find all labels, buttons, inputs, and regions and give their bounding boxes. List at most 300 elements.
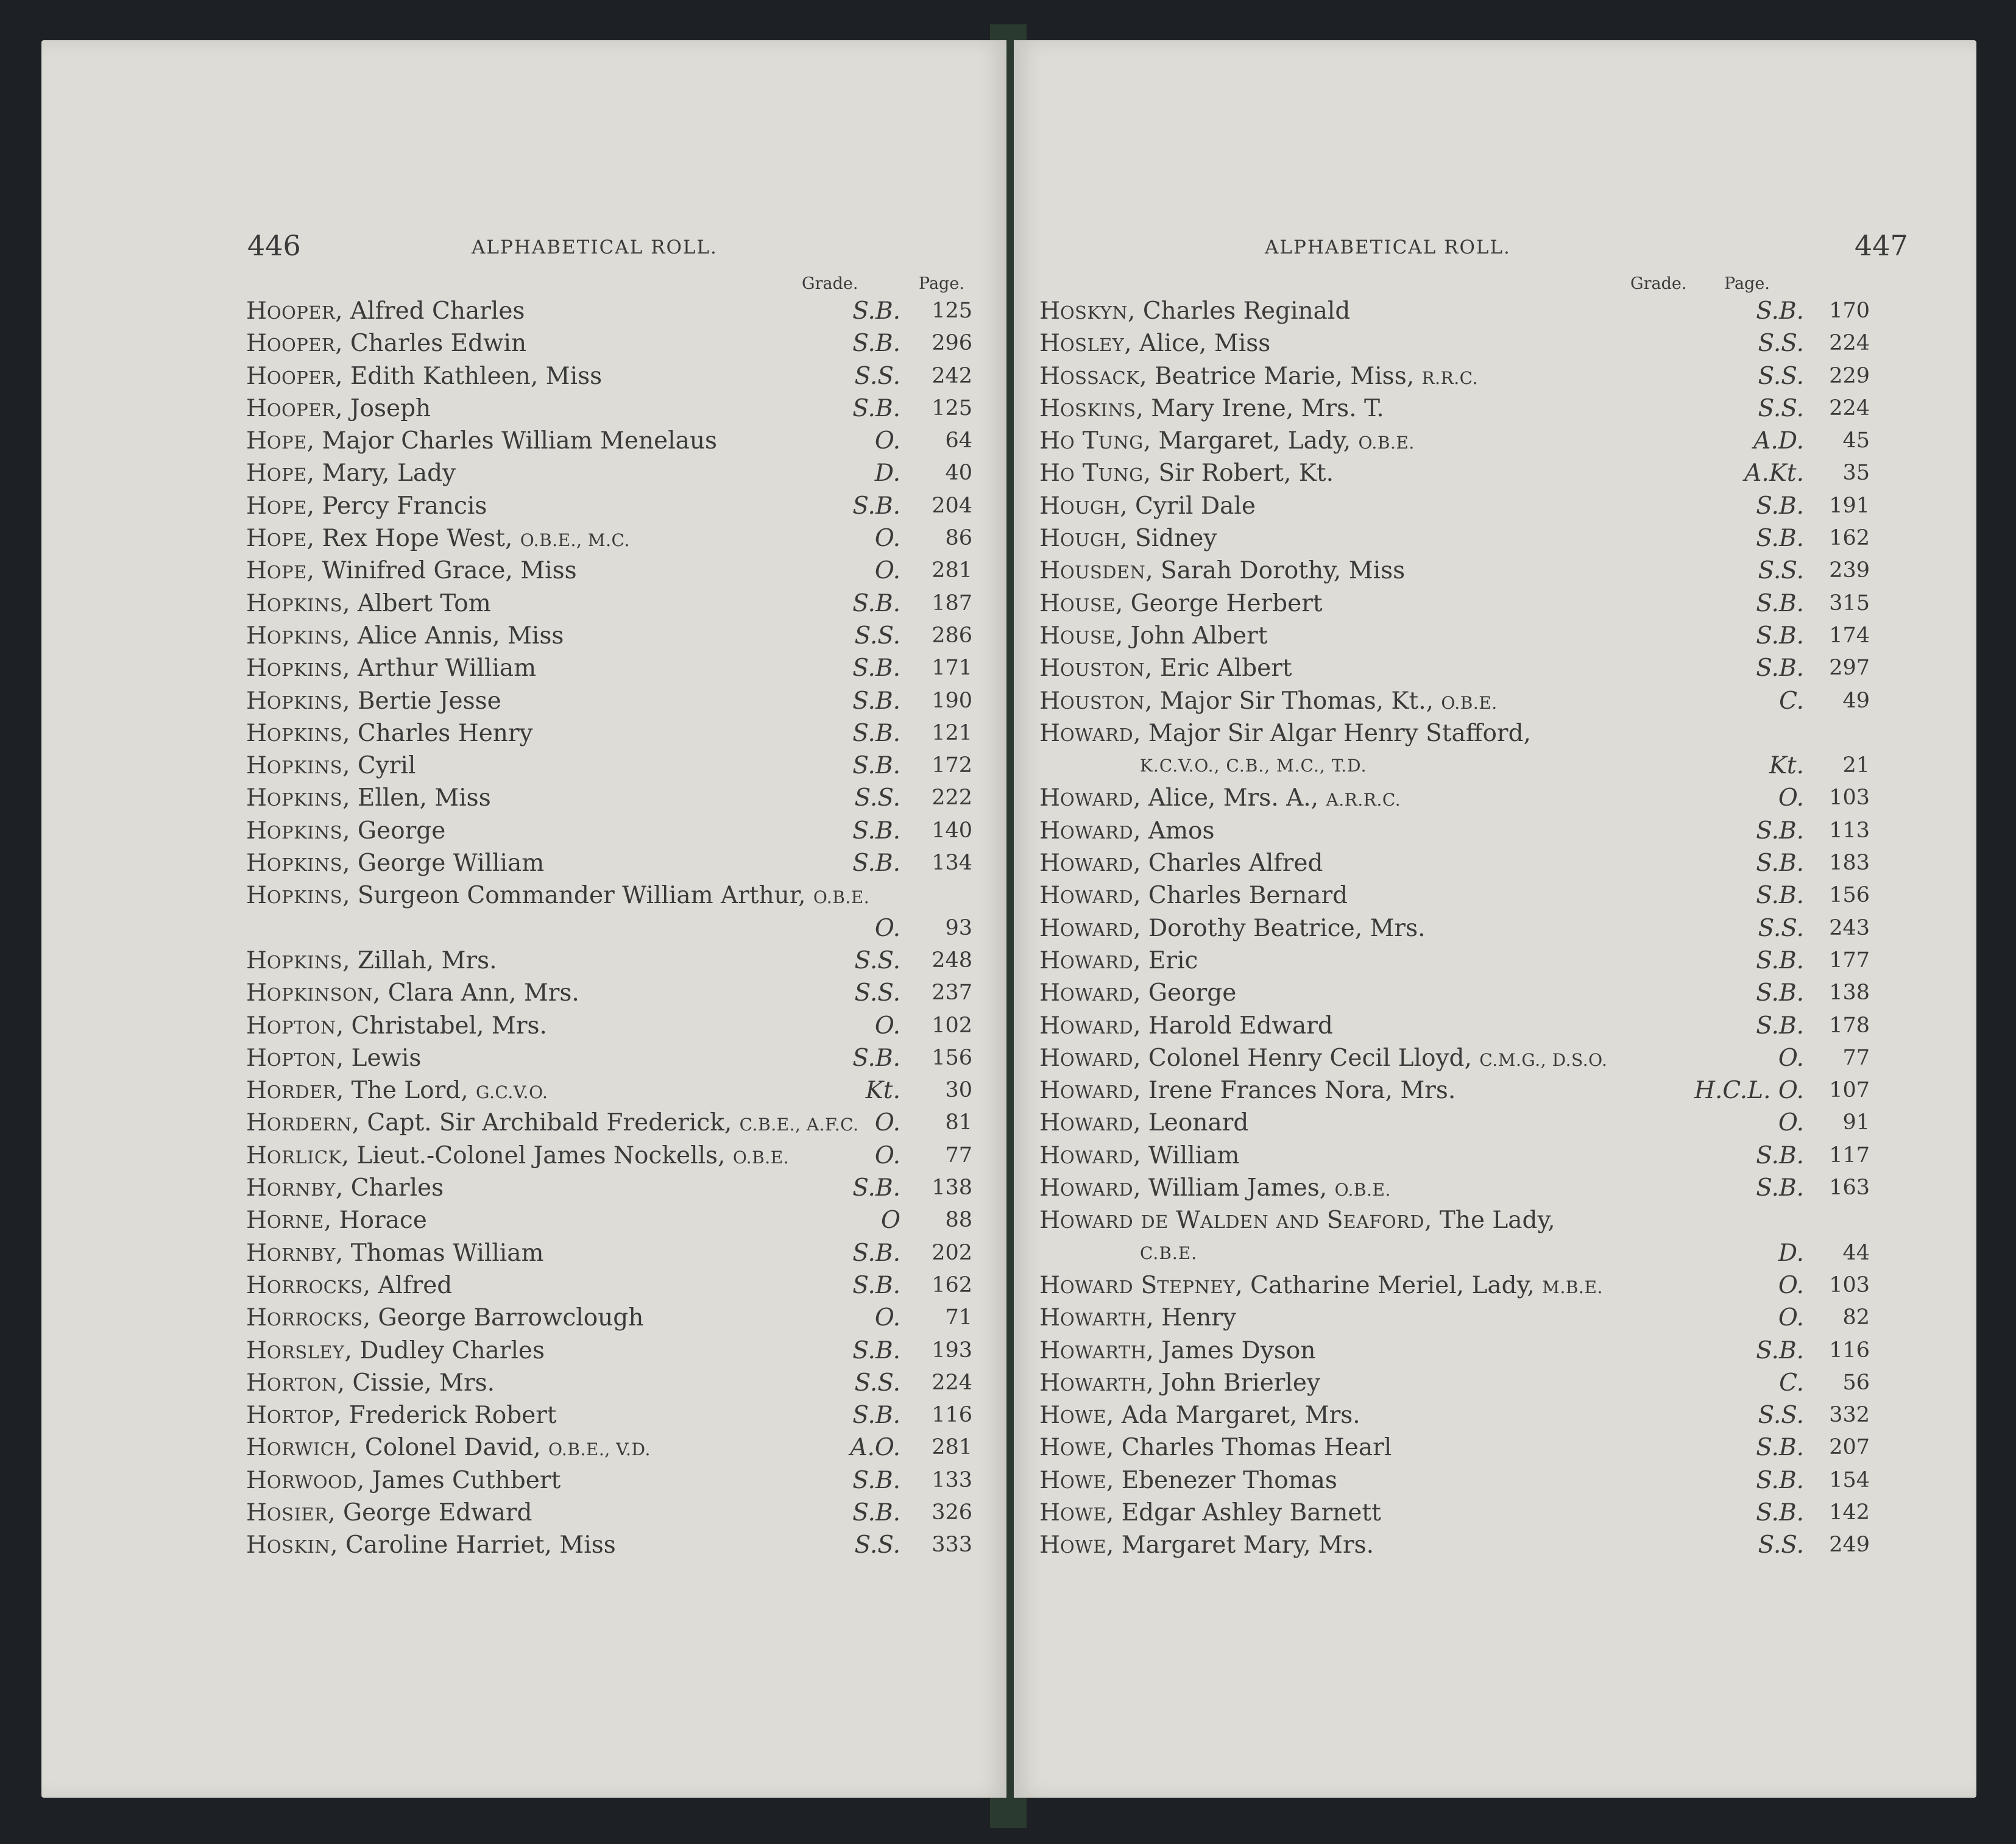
entry-name: [1039, 1140, 1239, 1174]
entry-name: [1039, 295, 1350, 329]
entry-surname: HOUGH: [1039, 492, 1120, 520]
entry-given-names: , Lieut.-Colonel James Nockells,: [341, 1141, 733, 1169]
entry-name: [246, 1335, 545, 1369]
grade-column-header: Grade.: [802, 274, 858, 293]
entry-grade: A.O.: [850, 1434, 900, 1462]
entry-surname: HOOPER: [246, 330, 336, 358]
entry-page: 237: [932, 981, 972, 1005]
page-number: 447: [1855, 229, 1908, 262]
entry-given-names: , Ebenezer Thomas: [1106, 1466, 1337, 1494]
entry-given-names: , Dorothy Beatrice, Mrs.: [1133, 914, 1426, 942]
entry-page: 125: [932, 395, 972, 420]
entry-surname: HORWOOD: [246, 1466, 357, 1494]
entry-given-names: , George: [1133, 979, 1237, 1007]
entry-page: 222: [932, 785, 972, 810]
entry-given-names: , Alice, Miss: [1124, 330, 1271, 358]
entry-given-names: , Joseph: [335, 394, 431, 422]
list-item: [246, 1529, 1002, 1561]
entry-name: [1039, 1431, 1392, 1466]
entry-name: [246, 977, 579, 1011]
entry-given-names: , Charles Henry: [342, 719, 533, 747]
entry-name: [246, 750, 416, 784]
entry-given-names: , Mary, Lady: [306, 459, 456, 488]
entry-decorations: O.B.E.: [1334, 1180, 1391, 1200]
entry-given-names: , Charles Alfred: [1133, 849, 1323, 878]
page-column-header: Page.: [1724, 274, 1770, 293]
entry-surname: HOWE: [1039, 1434, 1106, 1462]
entry-page: 297: [1829, 656, 1870, 681]
entry-page: 296: [932, 331, 972, 356]
entry-name: [1039, 1497, 1381, 1531]
list-item: [246, 912, 1002, 945]
entry-decorations: C.B.E.: [1140, 1243, 1198, 1263]
entry-grade: O.: [874, 1109, 900, 1137]
entry-page: 187: [932, 590, 972, 615]
entry-name: [1039, 1172, 1391, 1206]
list-item: [1039, 1042, 1917, 1074]
entry-name: [1039, 1529, 1374, 1563]
entry-surname: HORWICH: [246, 1434, 350, 1462]
entry-grade: S.B.: [852, 589, 900, 617]
entry-name: [1039, 522, 1217, 556]
entry-given-names: , Charles Reginald: [1128, 297, 1351, 325]
page-number: 446: [247, 229, 301, 262]
entry-decorations: A.R.R.C.: [1326, 790, 1401, 810]
list-item: [1039, 1107, 1917, 1139]
entry-given-names: , The Lady,: [1424, 1207, 1555, 1235]
entry-given-names: , Mary Irene, Mrs. T.: [1136, 394, 1384, 422]
entry-surname: HOPE: [246, 525, 307, 553]
list-item: [246, 782, 1002, 814]
entry-grade: O.: [874, 525, 900, 553]
list-item: [1039, 1172, 1917, 1204]
list-item: [1039, 685, 1917, 717]
entry-grade: S.B.: [852, 1271, 900, 1299]
entry-given-names: , Christabel, Mrs.: [336, 1012, 547, 1040]
entry-grade: S.S.: [1758, 1531, 1804, 1559]
entry-page: 281: [932, 1435, 972, 1460]
list-item: [1039, 879, 1917, 912]
entry-name: [246, 522, 630, 556]
entry-surname: HORLICK: [246, 1141, 342, 1169]
entry-surname: HOOPER: [246, 394, 336, 422]
grade-column-header: Grade.: [1630, 274, 1687, 293]
entry-given-names: , John Brierley: [1146, 1369, 1321, 1397]
entry-page: 224: [1829, 331, 1870, 356]
list-item: [1039, 1302, 1917, 1334]
entry-surname: HOWARD: [1039, 1141, 1134, 1169]
entry-name: [1039, 1302, 1236, 1336]
list-item: [246, 1042, 1002, 1074]
list-item: [1039, 522, 1917, 555]
entry-grade: S.B.: [1756, 817, 1804, 845]
entry-grade: S.B.: [852, 1044, 900, 1072]
entry-page: 162: [932, 1272, 972, 1297]
list-item: [246, 1269, 1002, 1302]
entry-given-names: , Dudley Charles: [344, 1336, 545, 1364]
entry-surname: HOOPER: [246, 297, 336, 325]
list-item: [1039, 1074, 1917, 1107]
entry-surname: HOWE: [1039, 1402, 1106, 1430]
entry-given-names: , Cyril Dale: [1120, 492, 1256, 520]
entry-surname: HOWARTH: [1039, 1336, 1147, 1364]
entry-surname: HOWE: [1039, 1531, 1106, 1559]
entry-given-names: , Sarah Dorothy, Miss: [1145, 557, 1406, 585]
entry-given-names: , George Herbert: [1115, 589, 1323, 617]
entry-grade: S.B.: [852, 687, 900, 715]
entry-name: [1039, 620, 1267, 654]
entry-page: 163: [1829, 1176, 1870, 1200]
entry-grade: C.: [1779, 687, 1804, 715]
entry-page: 170: [1829, 299, 1870, 323]
list-item: [1039, 360, 1917, 392]
entry-surname: HOPKINS: [246, 719, 343, 747]
entry-given-names: , Colonel David,: [350, 1434, 549, 1462]
entry-name: [246, 782, 491, 816]
entry-page: 224: [1829, 395, 1870, 420]
entry-name: [1039, 977, 1236, 1011]
entry-given-names: , Sidney: [1120, 525, 1217, 553]
entry-page: 125: [932, 299, 972, 323]
entry-decorations: O.B.E., M.C.: [520, 530, 630, 551]
entry-surname: HORTOP: [246, 1402, 334, 1430]
entry-grade: O.: [1778, 1304, 1804, 1332]
entry-surname: HOSKIN: [246, 1531, 331, 1559]
entry-surname: HOWE: [1039, 1498, 1106, 1527]
entry-name: [246, 1042, 421, 1076]
entry-grade: S.S.: [1758, 914, 1804, 942]
entry-grade: O.: [874, 1141, 900, 1169]
entry-given-names: , Sir Robert, Kt.: [1143, 459, 1334, 488]
entry-grade: C.: [1779, 1369, 1804, 1397]
entry-surname: HOSLEY: [1039, 330, 1125, 358]
entry-name: [246, 1529, 616, 1563]
entry-name: [246, 945, 497, 979]
entry-name: [1039, 1042, 1607, 1076]
entry-grade: O.: [1778, 784, 1804, 812]
entry-name: [246, 1172, 444, 1206]
entry-name: [246, 1204, 427, 1238]
list-item: [246, 555, 1002, 587]
entry-name: [246, 587, 491, 622]
entry-page: 113: [1829, 818, 1870, 843]
entry-surname: HOUSTON: [1039, 687, 1145, 715]
entry-page: 239: [1829, 558, 1870, 583]
entry-grade: S.B.: [1756, 297, 1804, 325]
entry-page: 107: [1829, 1078, 1870, 1103]
entry-name: [1039, 1269, 1603, 1303]
entry-page: 103: [1829, 785, 1870, 810]
entry-grade: S.B.: [852, 330, 900, 358]
entry-given-names: , Alfred: [363, 1271, 453, 1299]
entry-name: [1039, 815, 1215, 849]
list-item: [246, 717, 1002, 750]
entry-page: 77: [1842, 1045, 1870, 1070]
list-item: [246, 620, 1002, 652]
entry-grade: S.B.: [852, 1402, 900, 1430]
list-item: [1039, 1237, 1917, 1269]
entry-given-names: , Major Sir Thomas, Kt.,: [1144, 687, 1441, 715]
list-item: [246, 1399, 1002, 1431]
entry-grade: S.S.: [854, 946, 900, 974]
entry-grade: S.B.: [852, 719, 900, 747]
entry-grade: S.B.: [852, 492, 900, 520]
list-item: [246, 1140, 1002, 1172]
entry-surname: HOWARD: [1039, 1109, 1134, 1137]
entry-page: 45: [1842, 428, 1870, 453]
entry-page: 116: [932, 1403, 972, 1428]
entry-grade: S.B.: [1756, 979, 1804, 1007]
entry-page: 56: [1842, 1370, 1870, 1395]
entry-page: 121: [932, 720, 972, 745]
entry-surname: HOSSACK: [1039, 362, 1140, 390]
entry-given-names: , Beatrice Marie, Miss,: [1139, 362, 1422, 390]
list-item: [1039, 652, 1917, 684]
entry-given-names: , Edith Kathleen, Miss: [335, 362, 603, 390]
entry-surname: HOPKINS: [246, 817, 343, 845]
entry-decorations: C.M.G., D.S.O.: [1479, 1049, 1608, 1070]
entry-grade: S.B.: [852, 1174, 900, 1202]
entry-given-names: , Cyril: [342, 752, 416, 780]
list-item: [1039, 1464, 1917, 1497]
list-item: [1039, 555, 1917, 587]
list-item: [246, 879, 1002, 912]
list-item: [246, 1010, 1002, 1042]
running-head: ALPHABETICAL ROLL.: [472, 236, 718, 258]
entry-given-names: , Caroline Harriet, Miss: [330, 1531, 616, 1559]
entry-given-names: , Horace: [324, 1207, 427, 1235]
entry-surname: HOWARD: [1039, 1012, 1134, 1040]
entry-grade: S.B.: [852, 297, 900, 325]
entry-name: [1039, 847, 1323, 881]
entry-name: [246, 360, 602, 394]
entry-page: 286: [932, 623, 972, 648]
entry-name: [1039, 1464, 1337, 1498]
entry-name: [1039, 392, 1384, 427]
entry-given-names: , Clara Ann, Mrs.: [373, 979, 579, 1007]
entry-surname: HOPTON: [246, 1044, 336, 1072]
entry-surname: HOPKINSON: [246, 979, 373, 1007]
entry-name: [1039, 360, 1478, 394]
entry-grade: S.B.: [1756, 1012, 1804, 1040]
entry-name: [246, 1367, 495, 1401]
left-page: [41, 40, 1006, 1798]
list-item: [1039, 1367, 1917, 1399]
entry-page: 35: [1842, 461, 1870, 486]
entry-name: [246, 555, 577, 589]
entry-page: 202: [932, 1240, 972, 1265]
entry-name: [1039, 425, 1415, 459]
entry-name: [1039, 587, 1323, 622]
entry-grade: O.: [1778, 1271, 1804, 1299]
list-item: [1039, 977, 1917, 1009]
entry-surname: HOWARD: [1039, 882, 1134, 910]
entry-decorations: O.B.E.: [1358, 433, 1415, 453]
list-item: [246, 1431, 1002, 1464]
list-item: [1039, 1529, 1917, 1561]
entry-name: [1039, 1367, 1320, 1401]
entry-given-names: , Edgar Ashley Barnett: [1106, 1498, 1381, 1527]
entry-name: [246, 490, 487, 524]
entry-grade: S.B.: [1756, 882, 1804, 910]
entry-grade: O.: [1778, 1044, 1804, 1072]
entry-surname: HOPE: [246, 459, 307, 488]
list-item: [1039, 1399, 1917, 1431]
entry-grade: S.B.: [1756, 622, 1804, 650]
list-item: [246, 1497, 1002, 1529]
entry-given-names: , Capt. Sir Archibald Frederick,: [352, 1109, 740, 1137]
entry-given-names: , Percy Francis: [306, 492, 487, 520]
list-item: [246, 1107, 1002, 1139]
entry-name: [1039, 945, 1198, 979]
entry-page: 77: [945, 1143, 972, 1168]
entry-grade: S.B.: [852, 752, 900, 780]
list-item: [246, 490, 1002, 522]
list-item: [246, 1204, 1002, 1236]
entry-page: 171: [932, 656, 972, 681]
page-column-header: Page.: [919, 274, 964, 293]
entry-given-names: , Bertie Jesse: [342, 687, 501, 715]
entry-given-names: , Thomas William: [335, 1239, 544, 1267]
entry-surname: HOPE: [246, 427, 307, 455]
entry-page: 142: [1829, 1500, 1870, 1525]
entry-surname: HOWARD: [1039, 979, 1134, 1007]
list-item: [1039, 847, 1917, 879]
entry-grade: S.S.: [854, 979, 900, 1007]
list-item: [246, 685, 1002, 717]
entry-page: 138: [1829, 981, 1870, 1005]
entry-name: [1039, 652, 1292, 686]
entry-given-names: , George Edward: [328, 1498, 532, 1527]
entry-page: 178: [1829, 1013, 1870, 1038]
entry-grade: S.S.: [854, 1369, 900, 1397]
list-item: [1039, 620, 1917, 652]
entry-grade: S.B.: [1756, 1434, 1804, 1462]
entry-given-names: , James Cuthbert: [356, 1466, 561, 1494]
list-item: [1039, 587, 1917, 620]
entry-given-names: , William James,: [1133, 1174, 1335, 1202]
entry-name: [1039, 1204, 1555, 1238]
entry-surname: HORTON: [246, 1369, 338, 1397]
entry-given-names: , Margaret, Lady,: [1143, 427, 1359, 455]
list-item: [1039, 295, 1917, 327]
list-item: [1039, 1140, 1917, 1172]
entry-given-names: , Charles Edwin: [335, 330, 527, 358]
list-item: [1039, 457, 1917, 489]
entry-page: 229: [1829, 363, 1870, 388]
entry-decorations: O.B.E., V.D.: [548, 1439, 651, 1460]
entry-grade: S.B.: [852, 1498, 900, 1527]
entry-page: 44: [1842, 1240, 1870, 1265]
entry-grade: S.B.: [1756, 1336, 1804, 1364]
entry-page: 82: [1842, 1305, 1870, 1330]
entry-page: 134: [932, 851, 972, 876]
entry-grade: D.: [1778, 1239, 1804, 1267]
list-item: [246, 1302, 1002, 1334]
entry-page: 193: [932, 1338, 972, 1363]
entry-page: 117: [1829, 1143, 1870, 1168]
entry-grade: A.Kt.: [1744, 459, 1804, 488]
list-item: [1039, 1497, 1917, 1529]
entry-surname: HORNBY: [246, 1174, 336, 1202]
entry-grade: S.B.: [1756, 946, 1804, 974]
entry-given-names: , Charles Bernard: [1133, 882, 1348, 910]
list-item: [246, 1464, 1002, 1497]
list-item: [1039, 392, 1917, 425]
list-item: [1039, 327, 1917, 360]
entry-name: [1039, 490, 1256, 524]
entry-page: 138: [932, 1176, 972, 1200]
list-item: [246, 1335, 1002, 1367]
entry-surname: HORDERN: [246, 1109, 352, 1137]
entry-surname: HORSLEY: [246, 1336, 345, 1364]
entry-given-names: , Charles: [335, 1174, 444, 1202]
entry-page: 172: [932, 753, 972, 778]
list-item: [246, 295, 1002, 327]
entry-given-names: , Eric: [1133, 946, 1198, 974]
entry-decorations: O.B.E.: [1441, 692, 1498, 713]
entry-surname: HOWARD: [1039, 1174, 1134, 1202]
entry-name: [246, 652, 536, 686]
entry-given-names: , Rex Hope West,: [306, 525, 520, 553]
entry-surname: HORROCKS: [246, 1271, 363, 1299]
entry-grade: S.B.: [852, 849, 900, 878]
entry-page: 207: [1829, 1435, 1870, 1460]
entry-given-names: , Eric Albert: [1144, 654, 1292, 683]
entry-page: 183: [1829, 851, 1870, 876]
entry-surname: HOPKINS: [246, 622, 343, 650]
entry-name: [1039, 1010, 1333, 1044]
entry-page: 326: [932, 1500, 972, 1525]
entry-surname: HOSIER: [246, 1498, 328, 1527]
entry-page: 49: [1842, 688, 1870, 713]
list-item: [246, 587, 1002, 620]
entry-page: 224: [932, 1370, 972, 1395]
entry-surname: HO TUNG: [1039, 459, 1144, 488]
entry-name: [246, 295, 525, 329]
entry-name: [246, 1010, 547, 1044]
entry-name: [246, 815, 445, 849]
entry-surname: HOOPER: [246, 362, 336, 390]
entry-page: 71: [945, 1305, 972, 1330]
entry-surname: HOPE: [246, 492, 307, 520]
entry-name: [1039, 782, 1401, 816]
entry-surname: HOUSE: [1039, 622, 1116, 650]
entry-surname: HORNBY: [246, 1239, 336, 1267]
entry-page: 243: [1829, 915, 1870, 940]
entry-page: 103: [1829, 1272, 1870, 1297]
entry-name: [1039, 879, 1348, 913]
list-item: [1039, 1335, 1917, 1367]
entry-grade: O.: [1778, 1109, 1804, 1137]
entry-grade: S.B.: [1756, 492, 1804, 520]
entry-given-names: , Henry: [1146, 1304, 1237, 1332]
entry-page: 133: [932, 1467, 972, 1492]
entry-grade: O.: [874, 427, 900, 455]
entry-page: 332: [1829, 1403, 1870, 1428]
entry-surname: HOPKINS: [246, 882, 343, 910]
entry-surname: HOWARD: [1039, 719, 1134, 747]
entry-surname: HOPTON: [246, 1012, 336, 1040]
entry-given-names: , William: [1133, 1141, 1240, 1169]
entry-grade: S.B.: [852, 1336, 900, 1364]
entry-surname: HOPKINS: [246, 687, 343, 715]
list-item: [246, 1237, 1002, 1269]
entry-surname: HOWARD: [1039, 849, 1134, 878]
entry-given-names: , Catharine Meriel, Lady,: [1235, 1271, 1543, 1299]
entry-grade: S.B.: [1756, 1174, 1804, 1202]
entry-grade: S.B.: [852, 817, 900, 845]
